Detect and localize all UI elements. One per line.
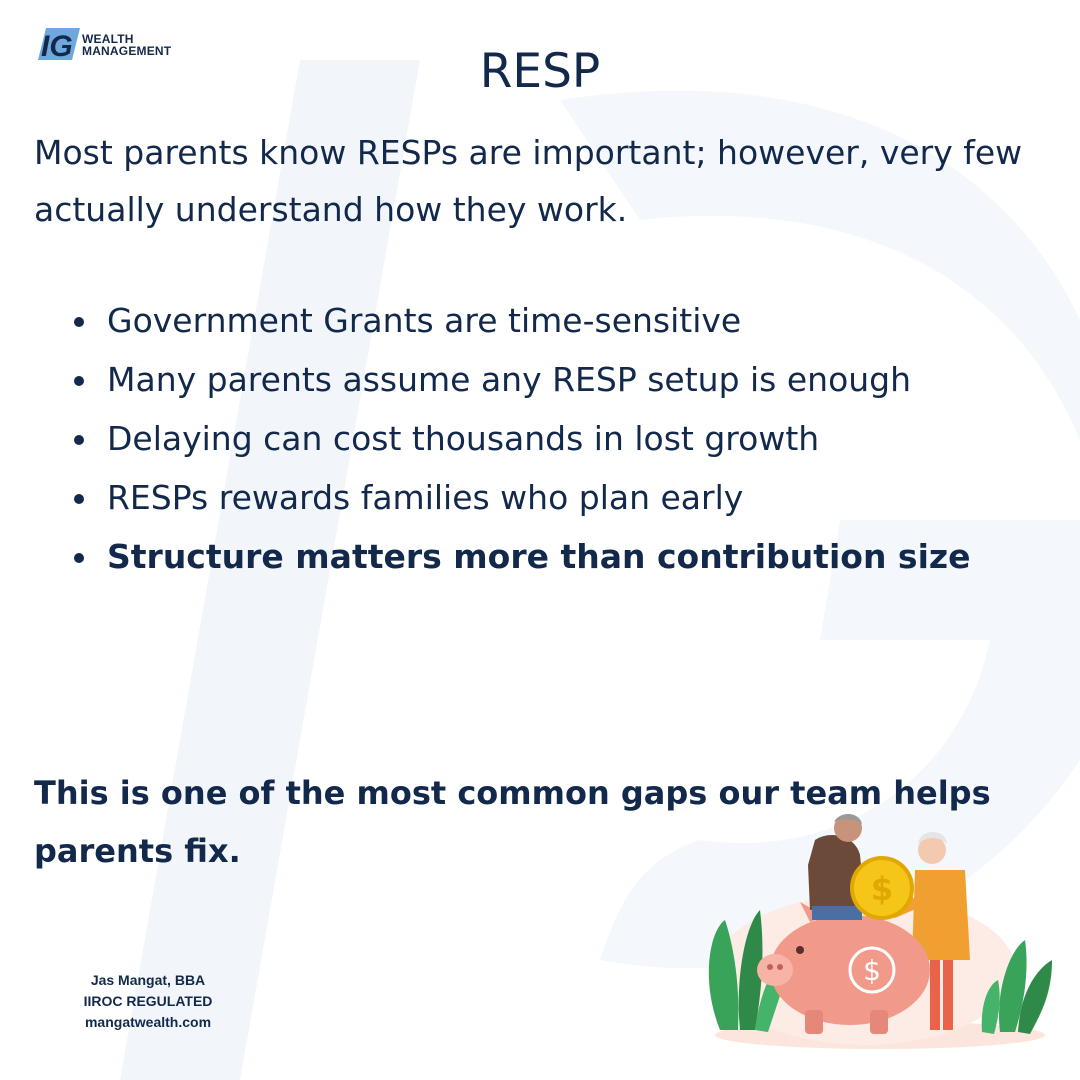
page-title: RESP [479,44,601,99]
bullet-text: Government Grants are time-sensitive [107,301,742,340]
logo-letters: IG [41,30,73,62]
bullet-item [34,409,1044,468]
bullet-item [34,350,1044,409]
bullet-text: Many parents assume any RESP setup is enough [107,360,912,399]
bullet-dot-icon [74,376,84,386]
bullet-dot-icon [74,553,84,563]
closing-statement: This is one of the most common gaps our team helps parents fix. [34,774,991,870]
pig-dollar-icon: $ [863,954,881,987]
gold-coin-icon [852,858,912,918]
bullet-list [34,291,1044,586]
regulation-label: IIROC REGULATED [83,993,213,1009]
logo-line-1: WEALTH [82,32,134,46]
website-label: mangatwealth.com [84,1014,212,1030]
bullet-dot-icon [74,494,84,504]
logo-line-2: MANAGEMENT [82,44,172,58]
intro-paragraph: Most parents know RESPs are important; however, very few actually understand how they work. [34,133,1023,229]
bullet-item [34,527,1044,586]
advisor-name: Jas Mangat, BBA [90,972,206,988]
advisor-footer [58,970,238,1033]
bullet-dot-icon [74,435,84,445]
piggy-bank-illustration [700,810,1060,1050]
bullet-dot-icon [74,317,84,327]
bullet-text: Structure matters more than contribution size [107,537,971,576]
coin-dollar-icon: $ [870,870,894,908]
bullet-text: RESPs rewards families who plan early [107,478,744,517]
bullet-item [34,468,1044,527]
bullet-text: Delaying can cost thousands in lost growth [107,419,820,458]
bullet-item [34,291,1044,350]
